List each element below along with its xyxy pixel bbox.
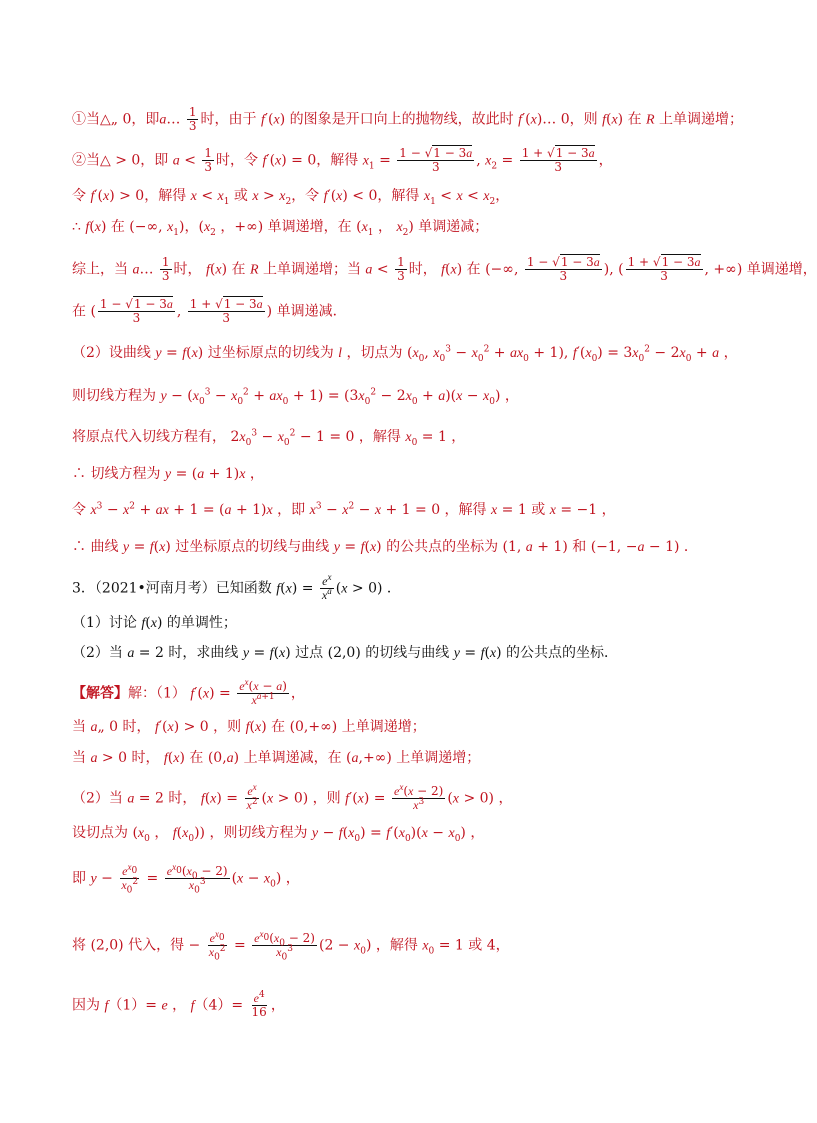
case1-line: ①当△„ 0，即a… $\frac{1}{3}$ 时，由于 f′(x) 的图象是开口向上的抛物线，故此时 f′(x)… 0，则 f(x) 在 R 上单调递增；	[72, 105, 744, 133]
part2-line1: （2）设曲线 y = f(x) 过坐标原点的切线为 l ，切点为 ($x_0$, $x_0^3 - x_0^2 + ax_0 + 1$), $f'(x_0) = 3x_0^2 - 2x_0 + a$ ，	[72, 344, 738, 364]
answer3-line4: （2）当 a = 2 时， f(x) = $\frac{e^x}{x^2}$ (x > 0) ，则 f′(x) = $\frac{e^x(x - 2)}{x^3}$ (x > 0) ，	[72, 782, 513, 812]
part2-line5: 令 $x^3 - x^2$ + ax + 1 = (a + 1)x ，即 $x^3 - x^2 - x + 1 = 0$ ，解得 x = 1 或 x = −1 ，	[72, 501, 616, 518]
answer3-line3: 当 a > 0 时， f(x) 在 (0,a) 上单调递减，在 (a,+∞) 上单调递增；	[72, 750, 481, 766]
ineq-line: 令 f′(x) > 0，解得 $x < x_1$ 或 $x > x_2$，令 f′(x) < 0，解得 $x_1 < x < x_2$，	[72, 188, 510, 207]
case2-line: ②当△ > 0，即 a < $\frac{1}{3}$ 时，令 f′(x) = 0，解得 $x_1$ = $\frac{1 - √1 - 3a}{3}$ , $x_2$ = $\frac{1 + √1 - 3a}{3}$ ，	[72, 146, 613, 174]
answer3-line5: 设切点为 ($x_0$ ， $f(x_0)$) ，则切线方程为 $y - f(x_0) = f'(x_0)(x - x_0)$ ，	[72, 825, 485, 844]
summary1-line: 综上，当 a… $\frac{1}{3}$ 时， f(x) 在 R 上单调递增；当 a < $\frac{1}{3}$ 时， f(x) 在 (−∞, $\frac{1 - √1 - 3a}{3}$ ), ( $\frac{1 + √1 - 3a}{3}$ , +∞) 单调递增，	[72, 255, 817, 283]
mono-line: ∴ f(x) 在 (−∞, $x_1$)，($x_2$ ，+∞) 单调递增，在 ($x_1$ ， $x_2$) 单调递减；	[72, 219, 489, 238]
answer3-line7: 将 (2,0) 代入，得 − $\frac{e^{x_0}}{x_0^2}$ = $\frac{e^{x_0}(x_0 - 2)}{x_0^3}$ $(2 - x_0)$ ，解得 $x_0 = 1$ 或 4，	[72, 929, 510, 963]
problem3-header: 3．（2021•河南月考）已知函数 f(x) = $\frac{e^x}{x^a}$ (x > 0) ．	[72, 572, 401, 602]
part2-line2: 则切线方程为 $y - (x_0^3 - x_0^2 + ax_0 + 1) = (3x_0^2 - 2x_0 + a)(x - x_0)$ ，	[72, 387, 519, 407]
answer3-line8: 因为 f（1）= e ， f（4）= $\frac{e^4}{16}$ ，	[72, 990, 285, 1019]
part2-line6: ∴ 曲线 y = f(x) 过坐标原点的切线与曲线 y = f(x) 的公共点的坐标为 (1, a + 1) 和 (−1, −a − 1) ．	[72, 539, 698, 555]
part2-line4: ∴ 切线方程为 y = (a + 1)x ，	[72, 466, 264, 482]
problem3-q1: （1）讨论 f(x) 的单调性；	[72, 615, 237, 631]
answer3-line2: 当 a„ 0 时， f′(x) > 0 ，则 f(x) 在 (0,+∞) 上单调递增；	[72, 719, 426, 735]
answer3-line6: 即 y − $\frac{e^{x_0}}{x_0^2}$ = $\frac{e^{x_0}(x_0 - 2)}{x_0^3}$ $(x - x_0)$ ，	[72, 862, 300, 896]
problem3-q2: （2）当 a = 2 时，求曲线 y = f(x) 过点 (2,0) 的切线与曲线 y = f(x) 的公共点的坐标．	[72, 645, 619, 661]
part2-line3: 将原点代入切线方程有， $2x_0^3 - x_0^2 - 1 = 0$ ，解得 $x_0 = 1$ ，	[72, 428, 466, 448]
answer3-line1: 【解答】解：（1） f′(x) = $\frac{e^x(x - a)}{x^{a+1}}$ ，	[72, 677, 305, 707]
summary2-line: 在 ( $\frac{1 - √1 - 3a}{3}$ , $\frac{1 + √1 - 3a}{3}$ ) 单调递减．	[72, 297, 347, 325]
